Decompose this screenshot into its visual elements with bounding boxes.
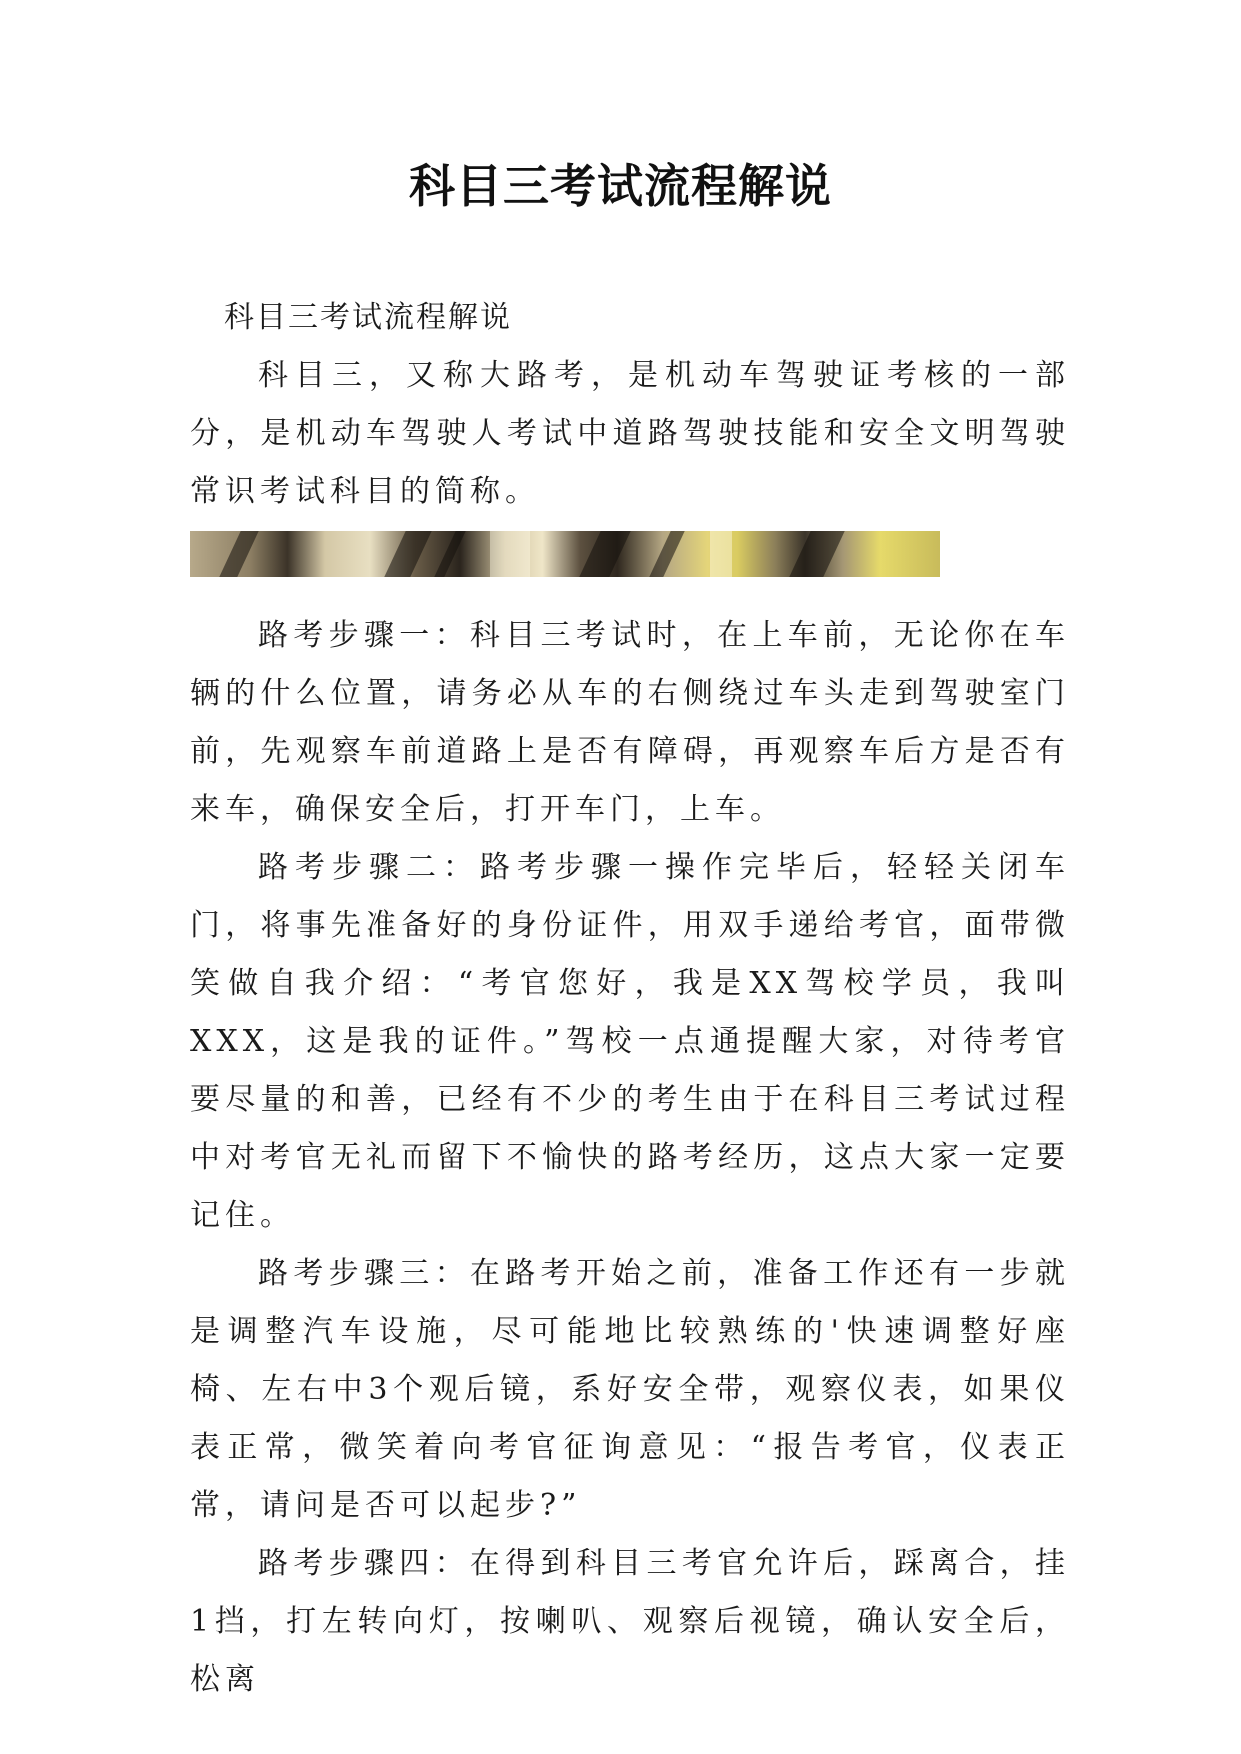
document-body [190,289,1070,1709]
intro-paragraph: 科目三，又称大路考，是机动车驾驶证考核的一部分，是机动车驾驶人考试中道路驾驶技能和安全文明驾驶常识考试科目的简称。 [190,358,1070,509]
document-title: 科目三考试流程解说 [409,159,832,213]
step-paragraph-4: 路考步骤四：在得到科目三考官允许后，踩离合，挂1挡，打左转向灯，按喇叭、观察后视镜，确认安全后，松离 [190,1546,1070,1697]
photo-strip-image [190,531,940,577]
step-paragraph-3: 路考步骤三：在路考开始之前，准备工作还有一步就是调整汽车设施，尽可能地比较熟练的'快速调整好座椅、左右中3个观后镜，系好安全带，观察仪表，如果仪表正常，微笑着向考官征询意见：“报告考官，仪表正常，请问是否可以起步?” [190,1256,1070,1523]
document-subtitle: 科目三考试流程解说 [224,300,512,335]
step-paragraph-1: 路考步骤一：科目三考试时，在上车前，无论你在车辆的什么位置，请务必从车的右侧绕过车头走到驾驶室门前，先观察车前道路上是否有障碍，再观察车后方是否有来车，确保安全后，打开车门，上车。 [190,618,1070,827]
step-paragraph-2: 路考步骤二：路考步骤一操作完毕后，轻轻关闭车门，将事先准备好的身份证件，用双手递给考官，面带微笑做自我介绍：“考官您好，我是XX驾校学员，我叫XXX，这是我的证件。”驾校一点通提醒大家，对待考官要尽量的和善，已经有不少的考生由于在科目三考试过程中对考官无礼而留下不愉快的路考经历，这点大家一定要记住。 [190,850,1070,1233]
